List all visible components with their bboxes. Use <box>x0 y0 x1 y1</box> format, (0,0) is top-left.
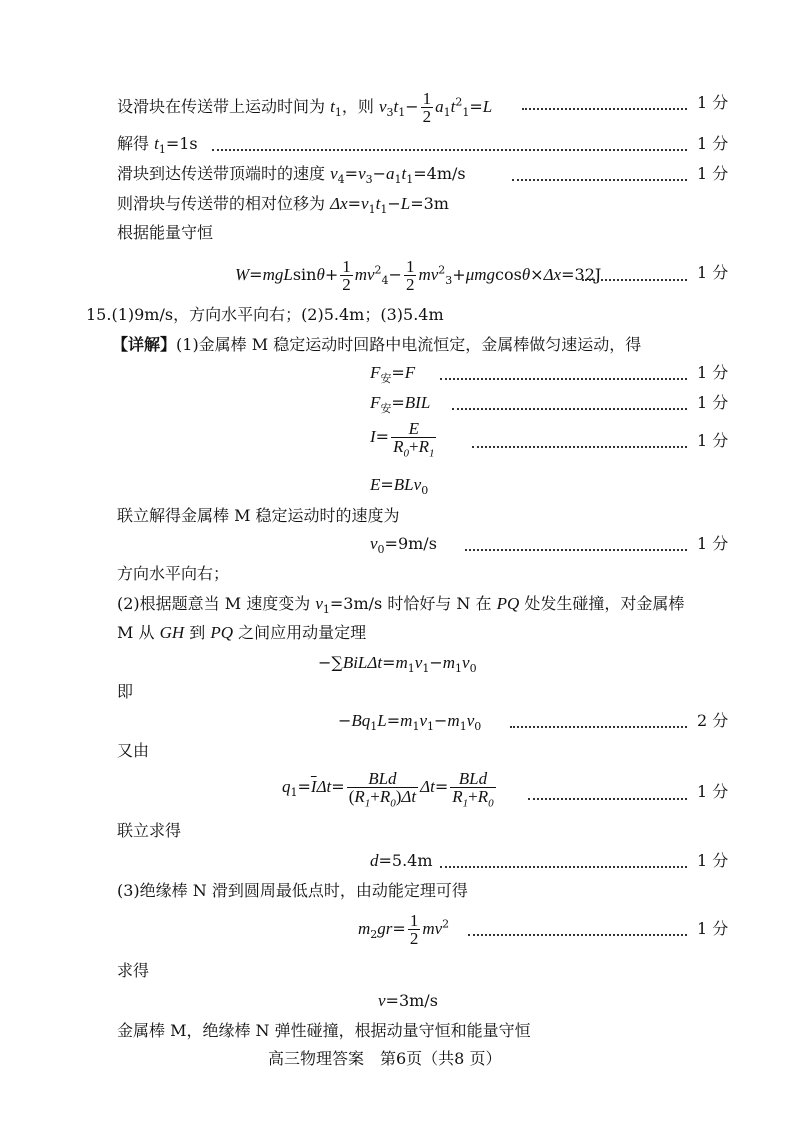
score-3: 1 分 <box>697 164 729 183</box>
line-qiude: 求得 <box>117 961 150 980</box>
leader-dots <box>440 866 687 868</box>
line-part3-intro: (3)绝缘棒 N 滑到圆周最低点时，由动能定理可得 <box>117 881 468 900</box>
equation-charge: $q_1=\overline{I}\Delta t=$ BLd $(R_1+R_0)\Delta t$ Δt= BLd $R_1+R_0$ <box>282 769 494 810</box>
score-8: 1 分 <box>697 534 729 553</box>
score-10: 1 分 <box>697 782 729 801</box>
line-time-t1: 设滑块在传送带上运动时间为 $t_1$，则 $v_3t_1-$ $\frac{1}{2}$ $a_1t^2_1=L$ <box>117 89 493 126</box>
equation-impulse-charge: $-Bq_1L=m_1v_1-m_1v_0$ <box>338 711 482 734</box>
detail-part1-intro: 【详解】(1)金属棒 M 稳定运动时回路中电流恒定，金属棒做匀速运动，得 <box>112 335 642 354</box>
score-2: 1 分 <box>697 134 729 153</box>
line-part2-intro-continued: M 从 GH 到 PQ 之间应用动量定理 <box>117 623 367 642</box>
score-9: 2 分 <box>697 711 729 730</box>
equation-impulse-sum: $-\sum BiL\Delta t=m_1v_1-m_1v_0$ <box>318 653 477 676</box>
score-4: 1 分 <box>697 263 729 282</box>
equation-force-balance: $F_安=F$ <box>370 363 416 386</box>
leader-dots <box>452 408 687 410</box>
line-elastic-collision: 金属棒 M，绝缘棒 N 弹性碰撞，根据动量守恒和能量守恒 <box>117 1021 531 1040</box>
line-v4: 滑块到达传送带顶端时的速度 $v_4=v_3-a_1t_1=4m/s$ <box>117 164 466 187</box>
line-ji: 即 <box>117 682 134 701</box>
equation-d: d=5.4m <box>370 851 433 870</box>
line-relative-displacement: 则滑块与传送带的相对位移为 $\Delta x=v_1t_1-L=3m$ <box>117 194 449 217</box>
leader-dots <box>440 378 687 380</box>
score-5: 1 分 <box>697 363 729 382</box>
score-11: 1 分 <box>697 851 729 870</box>
leader-dots <box>528 798 687 800</box>
leader-dots <box>468 934 687 936</box>
equation-emf: E=BLv$_0$ <box>370 475 429 498</box>
leader-dots <box>212 149 687 151</box>
line-part2-intro: (2)根据题意当 M 速度变为 $v_1=3m/s$ 时恰好与 N 在 PQ 处发生碰撞，对金属棒 <box>117 594 685 617</box>
leader-dots <box>582 279 687 281</box>
line-part1-solve: 联立解得金属棒 M 稳定运动时的速度为 <box>117 506 400 525</box>
score-7: 1 分 <box>697 431 729 450</box>
equation-kinetic-energy: $m_2gr=$ $\frac{1}{2}$ $mv^2$ <box>358 911 450 948</box>
line-part2-solve: 联立求得 <box>117 821 182 840</box>
leader-dots <box>512 179 687 181</box>
question-15-answer: 15.(1)9m/s，方向水平向右；(2)5.4m；(3)5.4m <box>86 305 444 324</box>
equation-ampere-force: $F_安=BIL$ <box>370 393 431 416</box>
score-1: 1 分 <box>697 93 729 112</box>
line-t1-result: 解得 $t_1=1s$ <box>117 134 198 157</box>
equation-work: W=mgLsinθ+ $\frac{1}{2}$ $mv^2_4-$ $\frac{1}{2}$ $mv^2_3+\mu mgcos\theta\times\Delta x=32J$ <box>235 257 602 294</box>
equation-v: v=3m/s <box>378 991 438 1010</box>
leader-dots <box>465 549 687 551</box>
page-footer: 高三物理答案 第6页（共8 页） <box>268 1049 502 1068</box>
leader-dots <box>510 726 687 728</box>
line-youyou: 又由 <box>117 741 150 760</box>
line-direction: 方向水平向右； <box>117 564 230 583</box>
leader-dots <box>472 446 687 448</box>
line-energy-conservation: 根据能量守恒 <box>117 223 214 242</box>
score-6: 1 分 <box>697 393 729 412</box>
leader-dots <box>522 108 687 110</box>
equation-v0: $v_0=9m/s$ <box>370 534 437 557</box>
score-12: 1 分 <box>697 919 729 938</box>
equation-current: I= $\frac{E}{R_0+R_1}$ <box>370 419 435 460</box>
